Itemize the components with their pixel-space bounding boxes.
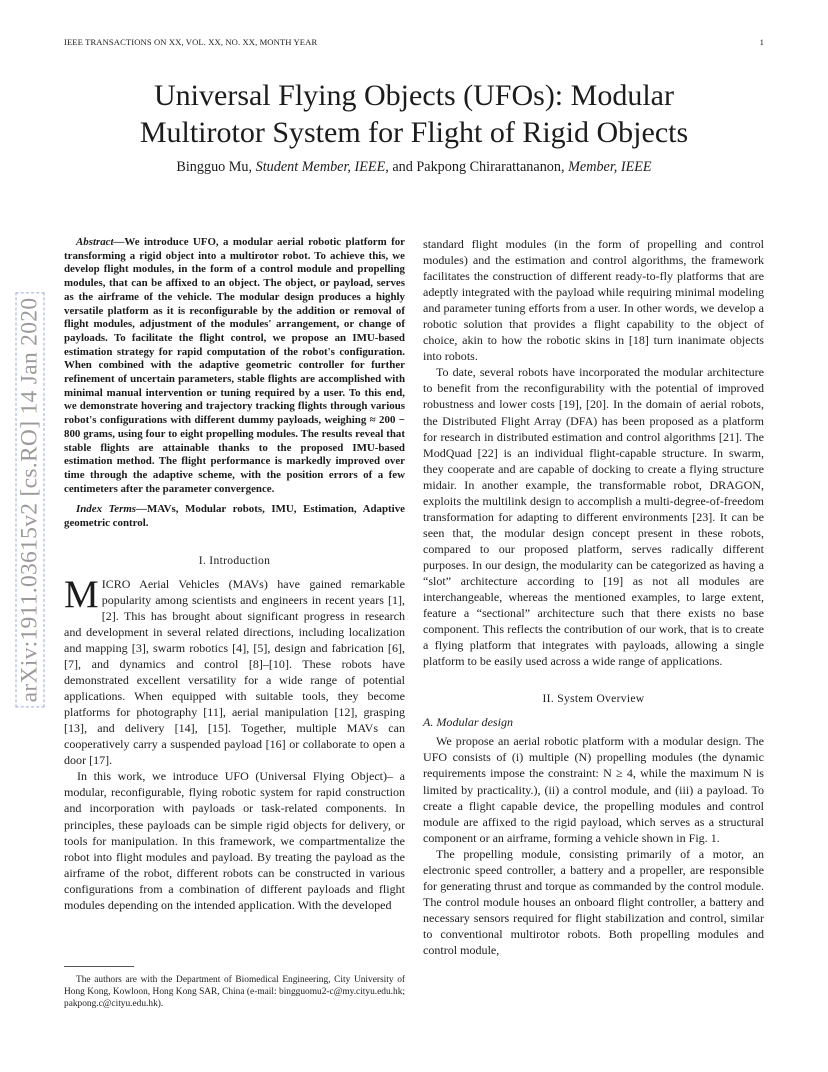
intro-paragraph-1 bbox=[64, 572, 405, 769]
left-column bbox=[64, 236, 405, 913]
abstract bbox=[64, 236, 405, 496]
section-heading-system-overview: II. System Overview bbox=[542, 692, 645, 706]
abstract-text: —We introduce UFO, a modular aerial robotic platform for transforming a rigid object into a multirotor robot. To achieve this, we develop flight modules, in the form of a control module and propelling modules, that can be affixed to an object. The object, or payload, serves as the airframe of the vehicle. The modular design produces a highly versatile platform as it is reconfigurable by the addition or removal of flight modules, adjustment of the modules' arrangement, or change of payloads. To facilitate the flight control, we propose an IMU-based estimation strategy for rapid computation of the robot's configuration. When combined with the adaptive geometric controller for further refinement of uncertain parameters, stable flights are accomplished with minimal manual intervention or tuning required by a user. To this end, we demonstrate hovering and trajectory tracking flights through various robot's configurations with different dummy payloads, weighing ≈ 200 − 800 grams, using four to eight propelling modules. The results reveal that stable flights are attainable thanks to the proposed IMU-based estimation method. The flight performance is markedly improved over time through the adaptive scheme, with the position errors of a few centimeters after the parameter convergence. bbox=[64, 236, 405, 495]
arxiv-stamp[interactable] bbox=[12, 260, 48, 740]
author-1-role: Student Member, IEEE, bbox=[255, 159, 389, 175]
index-terms-label: Index Terms bbox=[76, 503, 137, 516]
right-paragraph-3: We propose an aerial robotic platform with a modular design. The UFO consists of (i) multiple (N) propelling modules (the dynamic requirements impose the constraint: N ≥ 4, while the maximum N is limited by practicality.), (ii) a control module, and (iii) a payload. To create a flight capable device, the propelling modules and control module are affixed to the rigid payload, which serves as a structural component or an airframe, forming a vehicle shown in Fig. 1. bbox=[423, 734, 764, 845]
index-terms-text: —MAVs, Modular robots, IMU, Estimation, Adaptive geometric control. bbox=[64, 503, 405, 530]
running-header bbox=[64, 37, 764, 47]
intro-paragraph-2: In this work, we introduce UFO (Universal Flying Object)– a modular, reconfigurable, flying robotic system for rapid construction and incorporation with payloads or task-related components. In principles, these payloads can be simple rigid objects for delivery, or tools for manipulation. In this framework, we compartmentalize the robot into flight modules and payload. By treating the payload as the airframe of the robot, different robots can be constructed in various configurations from a combination of different payloads and flight modules depending on the intended application. With the developed bbox=[64, 769, 405, 912]
affiliation-footnote: The authors are with the Department of Biomedical Engineering, City University of Hong Kong, Kowloon, Hong Kong SAR, China (e-mail: bingguomu2-c@my.cityu.edu.hk; pakpong.c@cityu.edu.hk). bbox=[64, 975, 405, 1010]
drop-cap: M bbox=[64, 572, 99, 616]
title-line-2: Multirotor System for Flight of Rigid Objects bbox=[139, 116, 689, 149]
right-column bbox=[423, 236, 764, 958]
subsection-heading-modular-design: A. Modular design bbox=[423, 715, 514, 730]
paper-title bbox=[64, 77, 764, 151]
title-line-1: Universal Flying Objects (UFOs): Modular bbox=[154, 79, 674, 112]
arxiv-id-link[interactable]: arXiv:1911.03615v2 [cs.RO] 14 Jan 2020 bbox=[16, 293, 45, 708]
right-paragraph-2: To date, several robots have incorporated the modular architecture to benefit from the reconfigurability with the potential of improved robustness and lower costs [19], [20]. In the domain of aerial robots, the Distributed Flight Array (DFA) has been proposed as a platform for research in distributed estimation and control algorithms [21]. The ModQuad [22] is an individual flight-capable structure. In swarm, they cooperate and are capable of docking to create a flying structure midair. In another example, the transformable robot, DRAGON, exploits the multilink design to accomplish a multi-degree-of-freedom transformation for adapting to different environments [23]. It can be seen that, the modular design concept present in these robots, compared to our proposed platform, serves radically different purposes. In our design, the modularity can be categorized as having a “slot” architecture according to [19] as not all modules are interchangeable, whereas the mentioned examples, to large extent, feature a “sectional” architecture such that there exists no base component. This reflects the contribution of our work, that is to create a flying platform that integrates with payloads, allowing a single platform to be easily used across a wide range of applications. bbox=[423, 365, 764, 669]
page-number: 1 bbox=[759, 37, 764, 47]
author-1: Bingguo Mu, bbox=[176, 159, 256, 175]
intro-paragraph-1-text: ICRO Aerial Vehicles (MAVs) have gained remarkable popularity among scientists and engineers in recent years [1], [2]. This has brought about significant progress in research and development in several related directions, including localization and mapping [3], swarm robotics [4], [5], design and fabrication [6], [7], and dynamics and control [8]–[10]. These robots have demonstrated excellent versatility for a wide range of potential applications. When equipped with suitable tools, they become platforms for photography [11], aerial manipulation [12], grasping [13], and delivery [14], [15]. Together, multiple MAVs can cooperatively carry a suspended payload [16] or collaborate to open a door [17]. bbox=[64, 576, 405, 768]
right-paragraph-1: standard flight modules (in the form of propelling and control modules) and the estimation and control algorithms, the framework facilitates the construction of different ready-to-fly platforms that are adeptly integrated with the payload while requiring minimal modeling and parameter tuning efforts from a user. In other words, we develop a robotic solution that provides a flight capability to the object of choice, akin to how the robotic skins in [18] turn inanimate objects into robots. bbox=[423, 237, 764, 364]
index-terms bbox=[64, 503, 405, 530]
journal-header: IEEE TRANSACTIONS ON XX, VOL. XX, NO. XX, MONTH YEAR bbox=[64, 37, 318, 47]
author-2-role: Member, IEEE bbox=[568, 159, 652, 175]
author-2: and Pakpong Chirarattananon, bbox=[388, 159, 569, 175]
section-heading-introduction: I. Introduction bbox=[198, 553, 271, 567]
footnote-rule bbox=[64, 966, 134, 967]
right-paragraph-4: The propelling module, consisting primarily of a motor, an electronic speed controller, a battery and a propeller, are responsible for generating thrust and torque as commanded by the control module. The control module houses an onboard flight controller, a battery and necessary sensors required for flight stabilization and control, similar to conventional multirotor robots. Both propelling modules and control module, bbox=[423, 846, 764, 957]
abstract-label: Abstract bbox=[76, 236, 114, 248]
author-line bbox=[64, 159, 764, 176]
